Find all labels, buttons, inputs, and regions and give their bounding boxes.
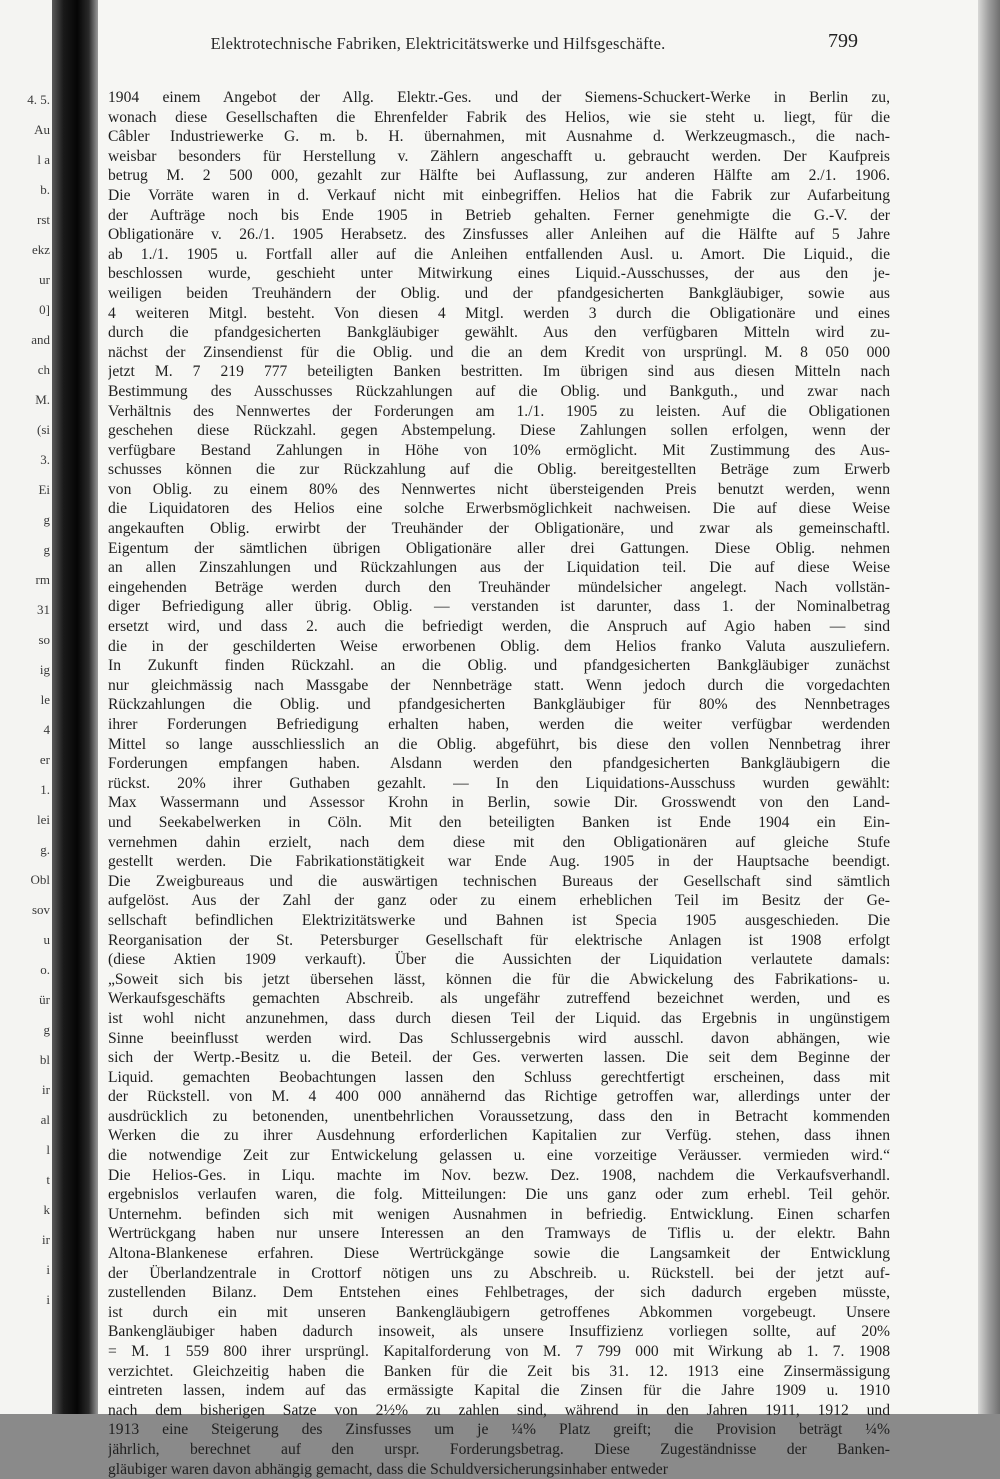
- text-line: betrug M. 2 500 000, gezahlt zur Hälfte bei Auflassung, zur anderen Hälfte am 2./1. 1906.: [108, 167, 890, 185]
- text-line: Wertrückgang haben nur unsere Interessen an den Tramways de Tiflis u. der elektr. Bahn: [108, 1225, 890, 1243]
- text-line: Altona-Blankenese erfahren. Diese Wertrückgänge sowie die Langsamkeit der Entwicklung: [108, 1245, 890, 1263]
- text-line: 4 weiteren Mitgl. besteht. Von diesen 4 Mitgl. werden 3 durch die Obligationäre und eines: [108, 304, 890, 322]
- text-line: = M. 1 559 800 ihrer ursprüngl. Kapitalforderung von M. 7 799 000 mit Wirkung ab 1. 7. 1908: [108, 1343, 890, 1360]
- facing-page-fragment: i: [46, 1292, 50, 1307]
- text-line: weiligen beiden Treuhändern der Oblig. und der pfandgesicherten Bankgläubiger, sowie aus: [108, 284, 890, 302]
- body-text: [108, 88, 890, 1479]
- facing-page-fragment: so: [38, 632, 50, 647]
- text-line: ist durch ein mit unseren Bankengläubigern getroffenes Abkommen vorgebeugt. Unsere: [108, 1303, 890, 1321]
- facing-page-fragment: and: [31, 332, 50, 347]
- text-line: Die Helios-Ges. in Liqu. machte im Nov. bezw. Dez. 1908, nachdem die Verkaufsverhandl.: [108, 1166, 890, 1184]
- facing-page-fragment: ir: [42, 1232, 50, 1247]
- facing-page-fragment: 0]: [39, 302, 50, 317]
- text-line: ersetzt wird, und dass 2. auch die befriedigt werden, die Anspruch auf Agio haben — sind: [108, 618, 890, 636]
- facing-page-fragment: ch: [37, 362, 50, 377]
- text-line: Werken die zu ihrer Ausdehnung erforderlichen Kapitalien zur Verfüg. stehen, dass ihnen: [108, 1127, 890, 1145]
- facing-page-fragment: 31: [37, 602, 50, 617]
- facing-page-fragment: le: [40, 692, 50, 707]
- facing-page-fragment: g.: [40, 842, 50, 857]
- facing-page-fragment: g: [43, 512, 50, 527]
- text-line: sich der Wertp.-Besitz u. die Beteil. der Ges. verwerten lassen. Die seit dem Beginne der: [108, 1049, 890, 1067]
- text-line: verfügbare Bestand Zahlungen in Höhe von 10% ermöglicht. Mit Zustimmung des Aus-: [108, 441, 890, 459]
- text-line: Eigentum der sämtlichen übrigen Obligationäre aller drei Gattungen. Diese Oblig. nehmen: [108, 539, 890, 557]
- text-line: die in der geschilderten Weise erworbenen Oblig. dem Helios franko Valuta auszuliefern.: [108, 637, 890, 655]
- text-line: (diese Aktien 1909 verkauft). Über die Aussichten der Liquidation verlautete damals:: [108, 951, 890, 969]
- facing-page-fragment: 1.: [40, 782, 50, 797]
- text-line: 1904 einem Angebot der Allg. Elektr.-Ges. und der Siemens-Schuckert-Werke in Berlin zu,: [108, 89, 890, 106]
- text-line: rückst. 20% ihrer Guthaben gezahlt. — In den Liquidations-Ausschuss wurden gewählt:: [108, 774, 890, 792]
- text-line: Rückzahlungen die Oblig. und pfandgesicherten Bankgläubiger für 80% des Nennbetrages: [108, 696, 890, 714]
- facing-page-fragment: g: [43, 542, 50, 557]
- facing-page-fragment: Au: [34, 122, 50, 137]
- facing-page-fragment: u: [43, 932, 50, 947]
- text-line: Câbler Industriewerke G. m. b. H. übernahmen, mit Ausnahme d. Werkzeugmasch., die nach-: [108, 128, 890, 146]
- facing-page-fragment: bl: [39, 1052, 50, 1067]
- text-line: angekauften Oblig. erwirbt der Treuhänder der Obligationäre, und zwar als gemeinschaftl.: [108, 520, 890, 538]
- text-line: der Aufträge noch bis Ende 1905 in Betrieb gehalten. Ferner genehmigte die G.-V. der: [108, 206, 890, 224]
- page-right-edge: [978, 0, 1000, 1414]
- text-line: gestellt werden. Die Fabrikationstätigkeit war Ende Aug. 1905 in der Hauptsache beendigt.: [108, 853, 890, 871]
- facing-page-fragment: ig: [39, 662, 50, 677]
- book-gutter-shadow: [52, 0, 98, 1414]
- text-line: und Seekabelwerken in Cöln. Mit den beteiligten Banken ist Ende 1904 ein Ein-: [108, 813, 890, 831]
- text-line: schusses können die zur Rückzahlung auf die Oblig. bereitgestellten Beträge zum Erwerb: [108, 461, 890, 479]
- facing-page-fragment: M.: [35, 392, 50, 407]
- text-line: ihrer Forderungen Befriedigung erhalten haben, werden die weiter verfügbar werdenden: [108, 716, 890, 733]
- text-line: Obligationäre v. 26./1. 1905 Herabsetz. des Zinsfusses aller Anleihen auf die Hälfte auf 5 Jahre: [108, 226, 890, 244]
- text-line: Bankengläubiger haben dadurch insoweit, als unsere Insuffizienz vorliegen sollte, auf 20%: [108, 1323, 890, 1341]
- text-line: nach dem bisherigen Satze von 2½% zu zahlen sind, während in den Jahren 1911, 1912 und: [108, 1401, 890, 1419]
- text-line: Max Wassermann und Assessor Krohn in Berlin, sowie Dir. Grosswendt von den Land-: [108, 794, 890, 812]
- text-line: von Oblig. zu einem 80% des Nennwertes nicht übersteigenden Preis benutzt werden, wenn: [108, 480, 890, 498]
- facing-page-fragment: sov: [31, 902, 50, 917]
- text-line: nur gleichmässig nach Massgabe der Nennbeträge statt. Wenn jedoch durch die vorgedachten: [108, 676, 890, 694]
- text-line: durch die pfandgesicherten Bankgläubiger gewählt. Aus den verfügbaren Mitteln wird zu-: [108, 324, 890, 342]
- text-line: Bestimmung des Ausschusses Rückzahlungen auf die Oblig. und Bankguth., und zwar nach: [108, 382, 890, 400]
- text-line: Forderungen empfangen haben. Alsdann werden den pfandgesicherten Bankgläubigern die: [108, 755, 890, 773]
- facing-page-fragment: 4. 5.: [27, 92, 50, 107]
- text-line: verzichtet. Gleichzeitig haben die Banken für die Zeit bis 31. 12. 1913 eine Zinsermässigung: [108, 1362, 890, 1380]
- facing-page-fragment: i: [46, 1262, 50, 1277]
- text-line: jetzt M. 7 219 777 beteiligten Banken bestritten. Im übrigen sind aus diesen Mitteln nach: [108, 363, 890, 381]
- facing-page-fragment: ekz: [31, 242, 50, 257]
- facing-page-fragment: lei: [37, 812, 50, 827]
- facing-page-fragment: k: [43, 1202, 50, 1217]
- facing-page-fragment: ur: [39, 272, 50, 287]
- facing-page-fragment: g: [43, 1022, 50, 1037]
- text-line: In Zukunft finden Rückzahl. an die Oblig. und pfandgesicherten Bankgläubiger zunächst: [108, 657, 890, 675]
- facing-page-fragment: o.: [40, 962, 50, 977]
- text-line: Verhältnis des Nennwertes der Forderungen am 1./1. 1905 zu leisten. Auf die Obligationen: [108, 402, 890, 420]
- text-line: diger Befriedigung aller übrig. Oblig. — verstanden ist darunter, dass 1. der Nominalbetrag: [108, 598, 890, 616]
- text-line: aufgelöst. Aus der Zahl der ganz oder zu einem erheblichen Teil im Besitz der Ge-: [108, 892, 890, 910]
- facing-page-fragment: t: [46, 1172, 50, 1187]
- text-line: „Soweit sich bis jetzt übersehen lässt, können die für die Abwickelung des Fabrikations- u.: [108, 970, 890, 988]
- text-line: Sinne beeinflusst werden wird. Das Schlussergebnis wird ausschl. davon abhängen, wie: [108, 1029, 890, 1047]
- text-line: Unternehm. befinden sich mit wenigen Ausnahmen in befriedig. Entwicklung. Einen scharfen: [108, 1205, 890, 1223]
- text-line: ergebnislos verlaufen waren, die folg. Mitteilungen: Die uns ganz oder zum erhebl. Teil gehör.: [108, 1186, 890, 1204]
- text-line: der Überlandzentrale in Crottorf nötigen uns zu Abschreib. u. Rückstell. bei der jetzt auf-: [108, 1264, 890, 1282]
- facing-page-fragment: Obl: [30, 872, 50, 887]
- facing-page-fragment: al: [40, 1112, 50, 1127]
- text-line: zustellenden Bilanz. Dem Entstehen eines Fehlbetrages, der sich dadurch ergeben müsste,: [108, 1284, 890, 1302]
- text-line: geschehen diese Rückzahl. gegen Abstempelung. Diese Zahlungen sollen erfolgen, wenn der: [108, 422, 890, 440]
- text-line: jährlich, berechnet auf den urspr. Forderungsbetrag. Diese Zugeständnisse der Banken-: [108, 1440, 890, 1458]
- text-line: sellschaft befindlichen Elektrizitätswerke und Bahnen ist Specia 1905 ausgeschieden. Die: [108, 911, 890, 929]
- page-number: 799: [828, 30, 858, 52]
- text-line: die Liquidatoren des Helios eine solche Erwerbsmöglichkeit nachweisen. Die auf diese Weise: [108, 500, 890, 518]
- facing-page-fragment: l a: [37, 152, 50, 167]
- text-line: Liquid. gemachten Beobachtungen lassen den Schluss gerechtfertigt erscheinen, dass mit: [108, 1068, 890, 1086]
- text-line: gläubiger waren davon abhängig gemacht, dass die Schuldversicherungsinhaber entweder: [108, 1460, 668, 1478]
- facing-page-fragment: (si: [37, 422, 50, 437]
- text-line: ausdrücklich zu betonenden, unentbehrlichen Voraussetzung, dass den in Betracht kommenden: [108, 1107, 890, 1125]
- facing-page-fragment: 4: [43, 722, 50, 737]
- facing-page-fragment: Ei: [38, 482, 50, 497]
- text-line: ab 1./1. 1905 u. Fortfall aller auf die Anleihen entfallenden Ausl. u. Amort. Die Liquid., die: [108, 245, 890, 263]
- facing-page-fragment: rst: [37, 212, 50, 227]
- text-line: nächst der Zinsendienst für die Oblig. und die an dem Kredit von ursprüngl. M. 8 050 000: [108, 343, 890, 361]
- text-line: ist wohl nicht anzunehmen, dass durch diesen Teil der Liquid. das Ergebnis in ungünstigem: [108, 1009, 890, 1027]
- text-line: Die Zweigbureaus und die auswärtigen technischen Bureaus der Gesellschaft sind sämtlich: [108, 872, 890, 890]
- facing-page-fragment: b.: [40, 182, 50, 197]
- text-line: beschlossen wurde, geschieht unter Mitwirkung eines Liquid.-Ausschusses, der aus den je-: [108, 265, 890, 283]
- facing-page-fragment: rm: [35, 572, 50, 587]
- running-head: Elektrotechnische Fabriken, Elektricitätswerke und Hilfsgeschäfte.: [210, 34, 666, 53]
- text-line: wonach diese Gesellschaften die Ehrenfelder Fabrik des Helios, wie sie steht u. liegt, für die: [108, 108, 890, 126]
- text-line: an allen Zinszahlungen und Rückzahlungen aus der Liquidation teil. Die auf diese Weise: [108, 559, 890, 577]
- text-line: die notwendige Zeit zur Entwickelung gelassen u. eine vorzeitige Veräusser. vermieden wird.“: [108, 1147, 890, 1165]
- text-line: vernehmen dahin erzielt, nach dem diese mit den Obligationären auf gleiche Stufe: [108, 833, 890, 851]
- text-line: Mittel so lange ausschliesslich an die Oblig. abgeführt, bis diese den vollen Nennbetrag ihrer: [108, 735, 890, 753]
- facing-page-fragment: 3.: [40, 452, 50, 467]
- facing-page-fragment: ür: [39, 992, 50, 1007]
- text-line: eintreten lassen, indem auf das ermässigte Kapital die Zinsen für die Jahre 1909 u. 1910: [108, 1382, 890, 1400]
- text-line: der Rückstell. von M. 4 400 000 annähernd das Richtige getroffen war, allerdings unter der: [108, 1088, 890, 1106]
- text-line: Reorganisation der St. Petersburger Gesellschaft für elektrische Anlagen ist 1908 erfolgt: [108, 931, 890, 949]
- text-line: 1913 eine Steigerung des Zinsfusses um je ¼% Platz greift; die Provision beträgt ¼%: [108, 1421, 890, 1439]
- facing-page-edge: [0, 0, 52, 1414]
- facing-page-fragment: er: [39, 752, 50, 767]
- text-line: Die Vorräte waren in d. Verkauf nicht mit einbegriffen. Helios hat die Fabrik zur Aufarbeitung: [108, 186, 890, 204]
- text-line: Werkaufsgeschäfts gemachten Abschreib. als ungefähr zutreffend bezeichnet werden, und es: [108, 990, 890, 1008]
- facing-page-fragment: ir: [42, 1082, 50, 1097]
- text-line: eingehenden Beträge werden durch den Treuhänder mündelsicher angelegt. Nach vollstän-: [108, 578, 890, 596]
- facing-page-fragment: l: [46, 1142, 50, 1157]
- text-line: weisbar besonders für Herstellung v. Zählern angeschafft u. gebraucht werden. Der Kaufpreis: [108, 147, 890, 165]
